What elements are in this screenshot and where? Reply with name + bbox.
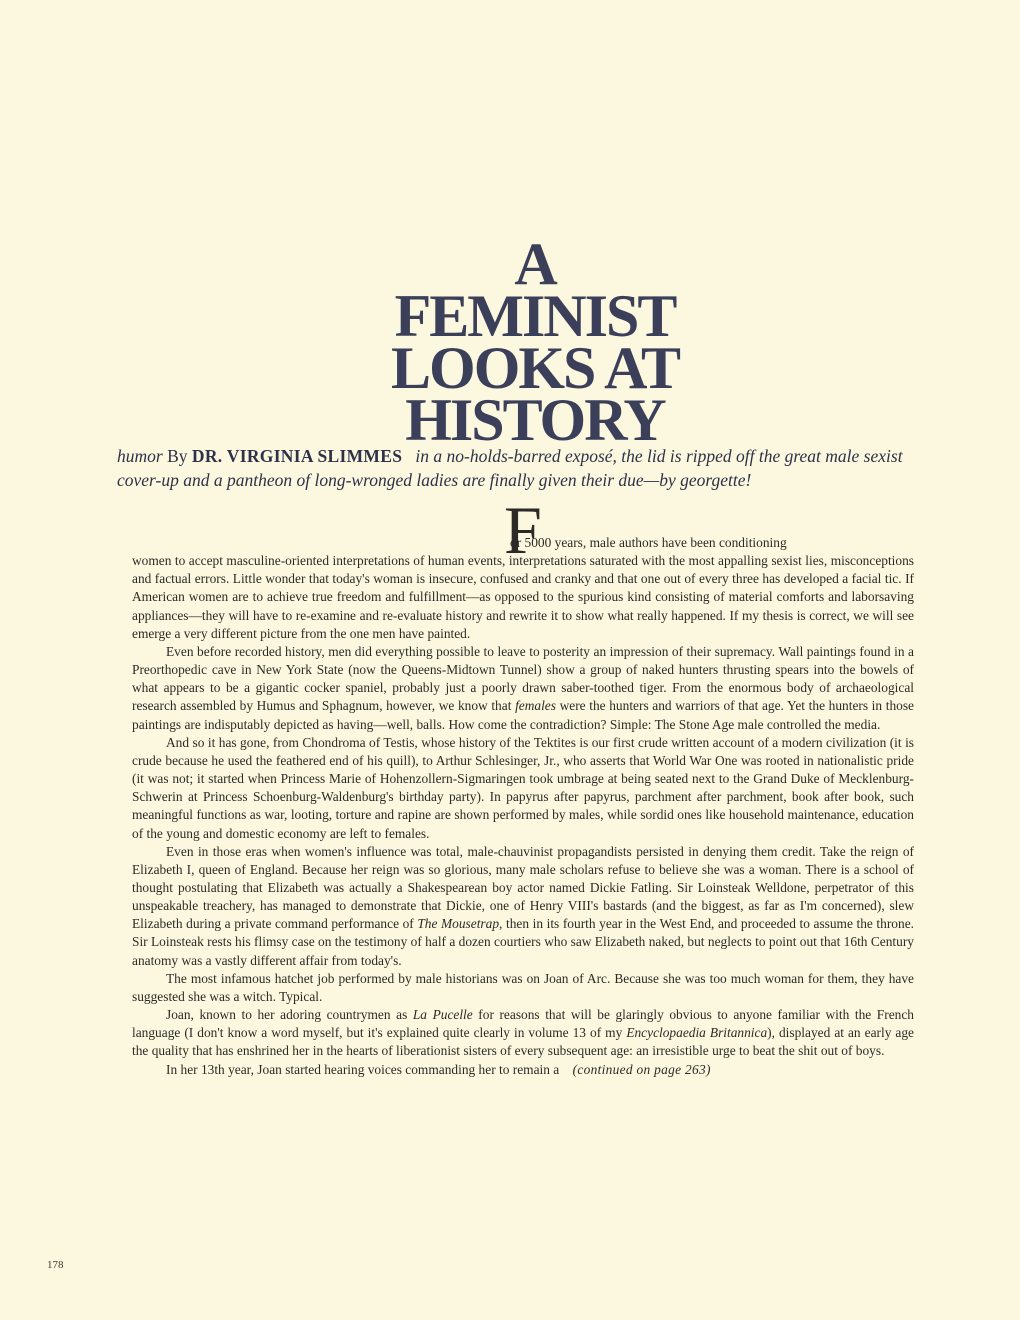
paragraph-1-rest: women to accept masculine-oriented interpretations of human events, interpretations saturated with the most appalling sexist lies, misconceptions and factual errors. Little wonder that today's woman is insecure, confused and cranky and that one out of every three has developed a facial tic. If American women are to achieve true freedom and fulfillment—as opposed to the spurious kind consisting of material comforts and laborsaving appliances—they will have to re-examine and re-evaluate history and rewrite it to show what really happened. If my thesis is correct, we will see emerge a very different picture from the one men have painted. xyxy=(132,553,914,641)
paragraph-6-emphasis-2: Encyclopaedia Britannica xyxy=(626,1025,768,1041)
paragraph-7 xyxy=(132,1061,914,1079)
byline xyxy=(117,444,917,492)
paragraph-4-emphasis: The Mousetrap xyxy=(417,916,500,932)
page-number: 178 xyxy=(47,1259,64,1271)
paragraph-4 xyxy=(132,843,914,970)
drop-cap: F xyxy=(504,492,542,568)
paragraph-6-emphasis-1: La Pucelle xyxy=(412,1007,473,1023)
genre-label: humor xyxy=(117,446,163,466)
paragraph-2-text-a: Even before recorded history, men did everything possible to leave to posterity an impression of their supremacy. Wall paintings found in a Preorthopedic cave in New York State (now the Queens-Midtown Tunnel) show a group of naked hunters thrusting spears into the bowels of what appears to be a gigantic cocker spaniel, probably just a poorly drawn saber-toothed tiger. From the enormous body of archaeological research assembled by Humus and Sphagnum, however, we know that xyxy=(132,643,914,714)
title-line-2: FEMINIST xyxy=(394,283,676,349)
paragraph-2-text-b: were the hunters and warriors of that age. Yet the hunters in those paintings are indisputably depicted as having—well, balls. How come the contradiction? Simple: The Stone Age male controlled the media. xyxy=(132,698,914,732)
title-line-3: LOOKS AT xyxy=(391,335,679,401)
title-line-4: HISTORY xyxy=(405,387,665,453)
paragraph-5: The most infamous hatchet job performed by male historians was on Joan of Arc. Because she was too much woman for them, they have suggested she was a witch. Typical. xyxy=(132,970,914,1004)
deck-text: in a no-holds-barred exposé, the lid is ripped off the great male sexist cover-up and a pantheon of long-wronged ladies are finally given their due—by georgette! xyxy=(117,446,903,490)
paragraph-4-text-a: Even in those eras when women's influence was total, male-chauvinist propagandists persisted in denying them credit. Take the reign of Elizabeth I, queen of England. Because her reign was so glorious, many male scholars refuse to believe she was a woman. There is a school of thought postulating that Elizabeth was actually a Shakespearean boy actor named Dickie Fatling. Sir Loinsteak Welldone, perpetrator of this unspeakable treachery, has managed to demonstrate that Dickie, one of Henry VIII's bastards (and the biggest, as far as I'm concerned), slew Elizabeth during a private command performance of xyxy=(132,843,914,932)
paragraph-2 xyxy=(132,643,914,734)
paragraph-6-text-a: Joan, known to her adoring countrymen as xyxy=(166,1007,408,1023)
paragraph-4-text-b: , then in its fourth year in the West End, and proceeded to assume the throne. Sir Loinsteak rests his flimsy case on the testimony of half a dozen courtiers who saw Elizabeth naked, but neglects to point out that 16th Century anatomy was a vastly different affair from today's. xyxy=(132,916,914,968)
article-title xyxy=(200,231,870,453)
by-label: By xyxy=(167,446,188,466)
article-body xyxy=(132,492,914,1079)
continued-note: (continued on page 263) xyxy=(572,1061,711,1077)
title-line-1: A xyxy=(514,231,556,297)
paragraph-6 xyxy=(132,1006,914,1060)
paragraph-3: And so it has gone, from Chondroma of Testis, whose history of the Tektites is our first crude written account of a modern civilization (it is crude because he used the feathered end of his quill), to Arthur Schlesinger, Jr., who asserts that World War One was rooted in nationalistic pride (it was not; it started when Princess Marie of Hohenzollern-Sigmaringen took umbrage at being seated next to the Grand Duke of Mecklenburg-Schwerin at Princess Schoenburg-Waldenburg's birthday party). In papyrus after papyrus, parchment after parchment, book after book, such meaningful functions as war, looting, torture and rapine are shown performed by males, while sordid ones like household maintenance, education of the young and domestic economy are left to females. xyxy=(132,734,914,841)
paragraph-6-text-c: ), displayed at an early age the quality that has enshrined her in the hearts of liberationist sisters of every subsequent age: an irresistible urge to beat the shit out of boys. xyxy=(132,1025,914,1059)
lead-first-line: or 5000 years, male authors have been conditioning xyxy=(510,535,787,550)
paragraph-2-emphasis: females xyxy=(515,698,556,714)
author-name: DR. VIRGINIA SLIMMES xyxy=(191,446,403,466)
paragraph-7-text: In her 13th year, Joan started hearing voices commanding her to remain a xyxy=(166,1061,560,1077)
paragraph-6-text-b: for reasons that will be glaringly obvious to anyone familiar with the French language (I don't know a word myself, but it's explained quite clearly in volume 13 of my xyxy=(132,1007,914,1041)
